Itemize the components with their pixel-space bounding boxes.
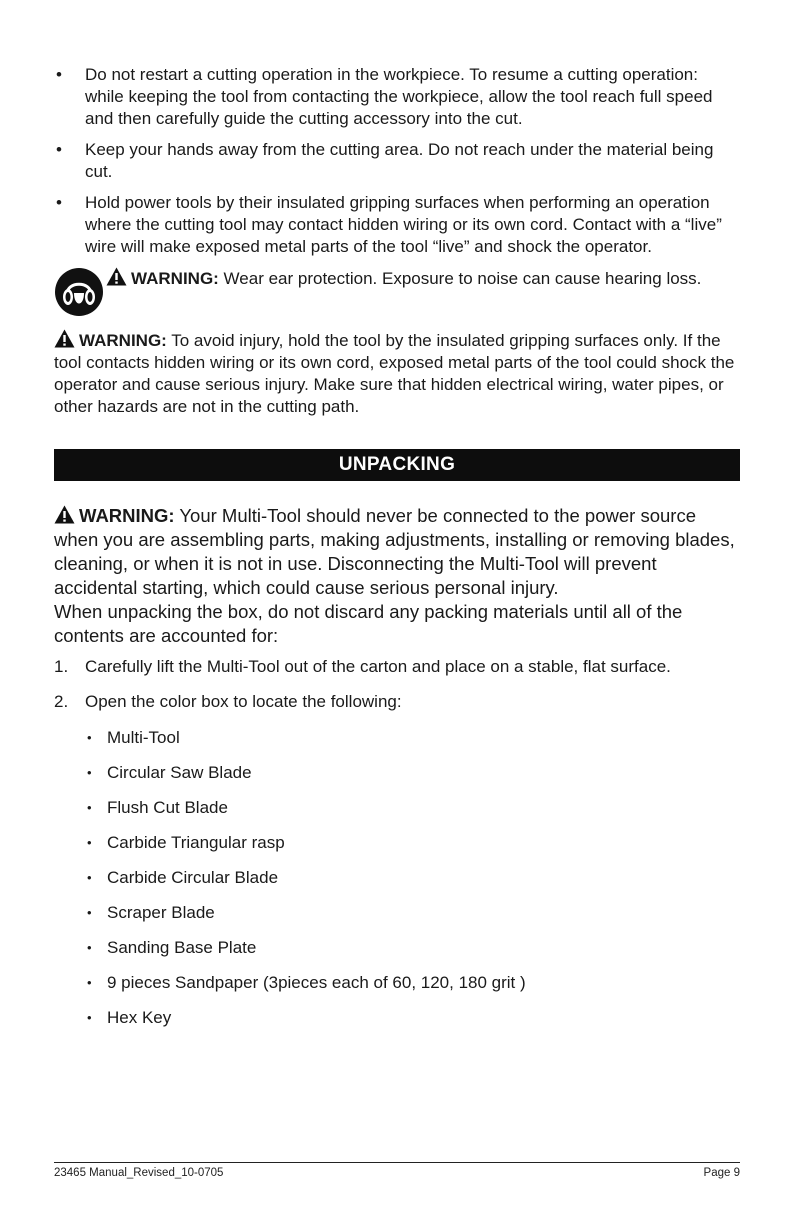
warning-triangle-icon: [106, 267, 127, 286]
contents-item: • Carbide Triangular rasp: [85, 832, 740, 854]
unpacking-steps: [54, 656, 740, 1029]
contents-item: • 9 pieces Sandpaper (3pieces each of 60, 120, 180 grit ): [85, 972, 740, 994]
warning-text: Wear ear protection. Exposure to noise can cause hearing loss.: [218, 269, 702, 288]
warning-text: To avoid injury, hold the tool by the insulated gripping surfaces only. If the tool contacts hidden wiring or its own cord, exposed metal parts of the tool could shock the operator and cause serious injury. Make sure that hidden electrical wiring, water pipes, or other hazards are not in the cutting path.: [54, 331, 735, 416]
step-text: Carefully lift the Multi-Tool out of the carton and place on a stable, flat surface.: [85, 657, 671, 676]
contents-item: • Flush Cut Blade: [85, 797, 740, 819]
contents-item: • Hex Key: [85, 1007, 740, 1029]
step-number: 1.: [54, 657, 69, 676]
manual-page: [54, 64, 740, 1042]
safety-bullet: • Keep your hands away from the cutting area. Do not reach under the material being cut.: [54, 139, 740, 183]
contents-item: • Circular Saw Blade: [85, 762, 740, 784]
contents-item: • Carbide Circular Blade: [85, 867, 740, 889]
warning-label: WARNING:: [79, 331, 167, 350]
warning-label: WARNING:: [131, 269, 219, 288]
unpacking-intro: When unpacking the box, do not discard any packing materials until all of the contents are accounted for:: [54, 601, 683, 646]
footer-page-number: Page 9: [703, 1167, 740, 1179]
step-text: Open the color box to locate the following:: [85, 692, 402, 711]
section-header-unpacking: UNPACKING: [54, 449, 740, 481]
step-item: [54, 691, 740, 1029]
warning-triangle-icon: [54, 505, 75, 524]
contents-list: [85, 727, 740, 1029]
warning-text: Your Multi-Tool should never be connected to the power source when you are assembling parts, making adjustments, installing or removing blades, cleaning, or when it is not in use. Disconnecting the Multi-Tool will prevent accidental starting, which could cause serious personal injury.: [54, 505, 735, 598]
ear-protection-icon: [54, 267, 104, 317]
grip-warning: [54, 329, 740, 418]
footer-divider: [54, 1162, 740, 1163]
warning-triangle-icon: [54, 329, 75, 348]
contents-item: • Multi-Tool: [85, 727, 740, 749]
contents-item: • Scraper Blade: [85, 902, 740, 924]
warning-label: WARNING:: [79, 505, 175, 526]
safety-bullet: • Hold power tools by their insulated gripping surfaces when performing an operation where the cutting tool may contact hidden wiring or its own cord. Contact with a “live” wire will make exposed metal parts of the tool “live” and shock the operator.: [54, 192, 740, 258]
step-number: 2.: [54, 692, 69, 711]
contents-item: • Sanding Base Plate: [85, 937, 740, 959]
safety-bullet: • Do not restart a cutting operation in the workpiece. To resume a cutting operation: while keeping the tool from contacting the workpiece, allow the tool reach full speed and then carefully guide the cutting accessory into the cut.: [54, 64, 740, 130]
ear-protection-warning: [54, 267, 740, 317]
footer-document-id: 23465 Manual_Revised_10-0705: [54, 1167, 224, 1179]
safety-bullet-list: [54, 64, 740, 258]
step-item: [54, 656, 740, 678]
unpacking-warning: [54, 504, 740, 648]
